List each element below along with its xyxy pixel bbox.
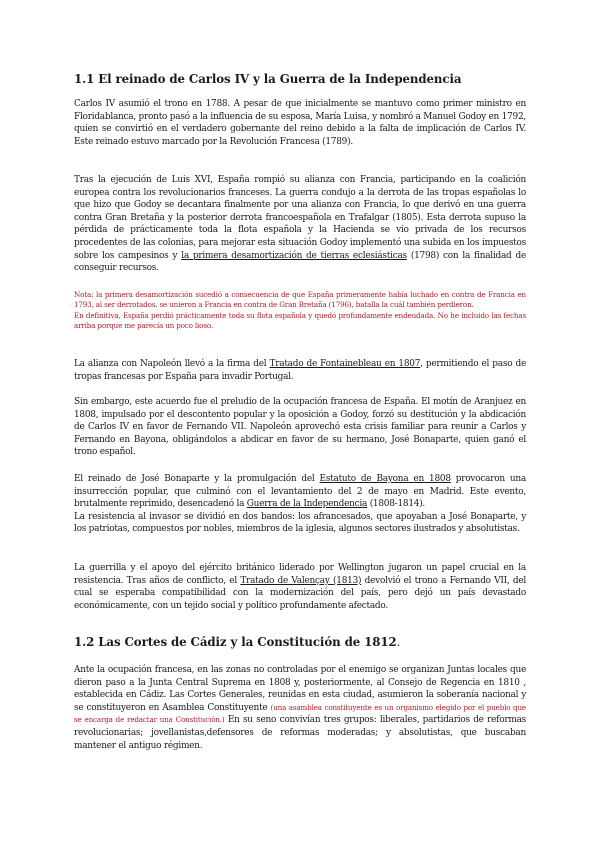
paragraph-fontainebleau <box>74 358 526 383</box>
note-block <box>74 290 526 332</box>
section-1-title: 1.1 El reinado de Carlos IV y la Guerra de la Independencia <box>74 72 462 86</box>
paragraph-valencay <box>74 562 526 612</box>
paragraph-text: (1808-1814). <box>367 499 426 510</box>
paragraph-text: provocaron una insurrección popular, que culminó con el levantamiento del 2 de mayo en Madrid. Este evento, brutalmente reprimido, desencadenó la <box>74 474 526 510</box>
paragraph-text: , permitiendo el paso de tropas francesas por España para invadir Portugal. <box>74 359 526 382</box>
note-desamortizacion: Nota: la primera desamortización sucedió a consecuencia de que España primeramente había luchado en contra de Francia en 1793, al ser derrotados, se unieron a Francia en contra de Gran Bretaña (1796), batalla la cuál también perdieron. <box>74 290 526 310</box>
paragraph-text: (1798) con la finalidad de conseguir recursos. <box>74 250 526 274</box>
fontainebleau-link-text: Tratado de Fontainebleau en 1807 <box>269 359 421 369</box>
paragraph-text: La guerrilla y el apoyo del ejército británico liderado por Wellington jugaron un papel crucial en la resistencia. Tras años de conflicto, el <box>74 563 526 586</box>
valencay-link-text: Tratado de Valençay (1813) <box>240 575 362 586</box>
paragraph-text: El reinado de José Bonaparte y la promulgación del <box>74 474 320 484</box>
paragraph-guerras-francia <box>74 174 526 275</box>
guerra-independencia-link-text: Guerra de la Independencia <box>246 499 368 510</box>
desamortizacion-link-text: la primera desamortización de tierras eclesiásticas <box>181 250 407 261</box>
paragraph-text: La resistencia al invasor se dividió en dos bandos: los afrancesados, que apoyaban a José Bonaparte, y los patriotas, compuestos por nobles, miembros de la iglesia, algunos sectores ilustrados y absolutistas. <box>74 511 526 535</box>
section-2-title-period: . <box>396 635 401 649</box>
section-2-title-text: 1.2 Las Cortes de Cádiz y la Constitución de 1812 <box>74 635 397 649</box>
asamblea-constituyente-note: (una asamblea constituyente es un organismo elegido por el pueblo que se encarga de redactar una Constitución.) <box>74 702 526 725</box>
note-flota: En definitiva, España perdió prácticamente toda su flota española y quedó profundamente endeudada. No he incluido las fechas arriba porque me parecía un poco lioso. <box>74 310 526 331</box>
paragraph-bayona <box>74 473 526 536</box>
paragraph-text: La alianza con Napoleón llevó a la firma del <box>74 359 270 369</box>
paragraph-aranjuez: Sin embargo, este acuerdo fue el preludio de la ocupación francesa de España. El motín de Aranjuez en 1808, impulsado por el descontento popular y la oposición a Godoy, forzó su destitución y la abdicación de Carlos IV en favor de Fernando VII. Napoleón aprovechó esta crisis familiar para reunir a Carlos y Fernando en Bayona, obligándolos a abdicar en favor de su hermano, José Bonaparte, quien ganó el trono español. <box>74 397 526 458</box>
paragraph-text: devolvió el trono a Fernando VII, del cual se esperaba compatibilidad con la modernización del país, pero dejó un país devastado económicamente, con un tejido social y político profundamente afectado. <box>74 575 527 611</box>
paragraph-text: Tras la ejecución de Luis XVI, España rompió su alianza con Francia, participando en la coalición europea contra los revolucionarios franceses. La guerra condujo a la derrota de las tropas españolas lo que hizo que Godoy se decantara finalmente por una alianza con Francia, lo que derivó en una guerra contra Gran Bretaña y la posterior derrota francoespañola en Trafalgar (1805). Esta derrota supuso la pérdida de prácticamente toda la flota española y la Hacienda se vio privada de los recursos procedentes de las colonias, para mejorar esta situación Godoy implementó una subida en los impuestos sobre los campesinos y <box>74 175 526 261</box>
paragraph-carlos-iv: Carlos IV asumió el trono en 1788. A pesar de que inicialmente se mantuvo como primer ministro en Floridablanca, pronto pasó a la influencia de su esposa, María Luisa, y nombró a Manuel Godoy en 1792, quien se convirtió en el verdadero gobernante del reino debido a la falta de implicación de Carlos IV. Este reinado estuvo marcado por la Revolución Francesa (1789). <box>74 99 526 147</box>
paragraph-cortes-cadiz <box>74 664 526 752</box>
section-2-title <box>74 635 526 649</box>
estatuto-bayona-link-text: Estatuto de Bayona en 1808 <box>319 474 451 484</box>
paragraph-text: Ante la ocupación francesa, en las zonas no controladas por el enemigo se organizan Juntas locales que dieron paso a la Junta Central Suprema en 1808 y, posteriormente, al Consejo de Regencia en 1810 , establecida en Cádiz. Las Cortes Generales, reunidas en esta ciudad, asumieron la soberanía nacional y se constituyeron en Asamblea Constituyente <box>74 665 526 713</box>
paragraph-text: En su seno convivían tres grupos: liberales, partidarios de reformas revolucionarias; jovellanistas,defensores de reformas moderadas; y absolutistas, que buscaban mantener el antiguo régimen. <box>74 715 526 751</box>
